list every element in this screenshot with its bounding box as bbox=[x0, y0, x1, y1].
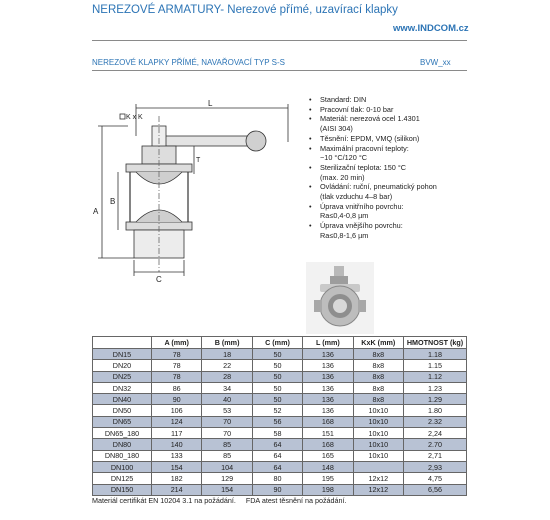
table-row bbox=[93, 484, 467, 495]
table-cell: 2,71 bbox=[404, 450, 467, 461]
table-row bbox=[93, 349, 467, 360]
table-cell: 136 bbox=[303, 382, 353, 393]
table-cell: 12x12 bbox=[353, 484, 403, 495]
table-cell: 10x10 bbox=[353, 428, 403, 439]
table-cell: 50 bbox=[252, 394, 302, 405]
l-label: L bbox=[208, 99, 213, 108]
table-cell: 50 bbox=[252, 382, 302, 393]
table-cell: 34 bbox=[202, 382, 252, 393]
table-cell: 78 bbox=[152, 360, 202, 371]
table-cell: 136 bbox=[303, 405, 353, 416]
table-cell: 53 bbox=[202, 405, 252, 416]
valve-product-photo bbox=[306, 262, 374, 334]
column-header: L (mm) bbox=[303, 337, 353, 349]
table-cell: 50 bbox=[252, 360, 302, 371]
table-cell: 129 bbox=[202, 473, 252, 484]
column-header: HMOTNOST (kg) bbox=[404, 337, 467, 349]
specifications-list bbox=[309, 95, 519, 241]
table-cell: 104 bbox=[202, 461, 252, 472]
table-cell: 4,75 bbox=[404, 473, 467, 484]
spec-item: • Úprava vnějšího povrchu: Ra≤0,8-1,6 µm bbox=[309, 221, 519, 240]
table-cell: 28 bbox=[202, 371, 252, 382]
table-cell: 86 bbox=[152, 382, 202, 393]
row-label-cell: DN20 bbox=[93, 360, 152, 371]
table-cell: 214 bbox=[152, 484, 202, 495]
spec-item: • Úprava vnitřního povrchu: Ra≤0,4-0,8 µm bbox=[309, 202, 519, 221]
table-cell: 124 bbox=[152, 416, 202, 427]
table-row bbox=[93, 461, 467, 472]
spec-item: • Ovládání: ruční, pneumatický pohon (tlak vzduchu 4–8 bar) bbox=[309, 182, 519, 201]
table-cell: 70 bbox=[202, 416, 252, 427]
table-cell: 56 bbox=[252, 416, 302, 427]
table-cell: 58 bbox=[252, 428, 302, 439]
row-label-cell: DN100 bbox=[93, 461, 152, 472]
column-header: KxK (mm) bbox=[353, 337, 403, 349]
table-cell: 8x8 bbox=[353, 360, 403, 371]
table-cell: 40 bbox=[202, 394, 252, 405]
table-cell: 8x8 bbox=[353, 394, 403, 405]
table-cell: 117 bbox=[152, 428, 202, 439]
fda-note: FDA atest těsnění na požádání. bbox=[245, 496, 347, 505]
table-cell: 80 bbox=[252, 473, 302, 484]
subtitle-divider bbox=[92, 70, 467, 71]
table-cell: 70 bbox=[202, 428, 252, 439]
valve-technical-drawing bbox=[88, 96, 293, 286]
table-cell: 10x10 bbox=[353, 450, 403, 461]
table-cell: 168 bbox=[303, 416, 353, 427]
table-cell: 1.18 bbox=[404, 349, 467, 360]
row-label-cell: DN65 bbox=[93, 416, 152, 427]
table-row bbox=[93, 473, 467, 484]
column-header bbox=[93, 337, 152, 349]
header-divider bbox=[92, 40, 467, 41]
t-label: T bbox=[196, 157, 201, 164]
table-row bbox=[93, 405, 467, 416]
table-cell: 106 bbox=[152, 405, 202, 416]
table-cell: 2,93 bbox=[404, 461, 467, 472]
table-cell: 8x8 bbox=[353, 371, 403, 382]
table-row bbox=[93, 439, 467, 450]
table-header-row bbox=[93, 337, 467, 349]
row-label-cell: DN80 bbox=[93, 439, 152, 450]
table-cell: 78 bbox=[152, 349, 202, 360]
table-cell: 22 bbox=[202, 360, 252, 371]
table-cell: 64 bbox=[252, 450, 302, 461]
table-cell: 1.12 bbox=[404, 371, 467, 382]
table-row bbox=[93, 360, 467, 371]
table-cell: 50 bbox=[252, 371, 302, 382]
table-cell: 10x10 bbox=[353, 416, 403, 427]
table-cell: 154 bbox=[202, 484, 252, 495]
table-cell: 10x10 bbox=[353, 405, 403, 416]
table-cell: 1.80 bbox=[404, 405, 467, 416]
table-cell: 50 bbox=[252, 349, 302, 360]
page-title: NEREZOVÉ ARMATURY- Nerezové přímé, uzavírací klapky bbox=[92, 4, 398, 16]
table-cell: 136 bbox=[303, 371, 353, 382]
row-label-cell: DN80_180 bbox=[93, 450, 152, 461]
dimensions-table bbox=[92, 336, 467, 496]
table-row bbox=[93, 394, 467, 405]
table-cell: 10x10 bbox=[353, 439, 403, 450]
table-cell: 148 bbox=[303, 461, 353, 472]
row-label-cell: DN25 bbox=[93, 371, 152, 382]
certificate-note: Materiál certifikát EN 10204 3.1 na požádání. bbox=[92, 496, 236, 505]
row-label-cell: DN15 bbox=[93, 349, 152, 360]
table-body bbox=[93, 349, 467, 496]
table-row bbox=[93, 428, 467, 439]
table-cell bbox=[353, 461, 403, 472]
row-label-cell: DN50 bbox=[93, 405, 152, 416]
spec-item: • Sterilizační teplota: 150 °C (max. 20 min) bbox=[309, 163, 519, 182]
table-cell: 136 bbox=[303, 360, 353, 371]
table-cell: 90 bbox=[152, 394, 202, 405]
spec-item: • Maximální pracovní teploty: −10 °C/120 °C bbox=[309, 144, 519, 163]
table-cell: 133 bbox=[152, 450, 202, 461]
website-link[interactable]: www.INDCOM.cz bbox=[393, 23, 469, 34]
table-cell: 64 bbox=[252, 439, 302, 450]
table-cell: 8x8 bbox=[353, 382, 403, 393]
table-cell: 2.70 bbox=[404, 439, 467, 450]
a-label: A bbox=[93, 207, 99, 216]
table-cell: 195 bbox=[303, 473, 353, 484]
table-cell: 52 bbox=[252, 405, 302, 416]
table-cell: 90 bbox=[252, 484, 302, 495]
table-row bbox=[93, 371, 467, 382]
table-cell: 2.32 bbox=[404, 416, 467, 427]
kxk-label: K x K bbox=[126, 114, 143, 121]
table-cell: 136 bbox=[303, 394, 353, 405]
table-cell: 78 bbox=[152, 371, 202, 382]
spec-item: • Standard: DIN bbox=[309, 95, 519, 105]
row-label-cell: DN150 bbox=[93, 484, 152, 495]
table-cell: 165 bbox=[303, 450, 353, 461]
column-header: B (mm) bbox=[202, 337, 252, 349]
column-header: C (mm) bbox=[252, 337, 302, 349]
table-cell: 8x8 bbox=[353, 349, 403, 360]
table-cell: 18 bbox=[202, 349, 252, 360]
spec-item: • Materiál: nerezová ocel 1.4301 (AISI 304) bbox=[309, 114, 519, 133]
table-cell: 151 bbox=[303, 428, 353, 439]
table-cell: 85 bbox=[202, 439, 252, 450]
table-cell: 1.23 bbox=[404, 382, 467, 393]
table-cell: 198 bbox=[303, 484, 353, 495]
table-cell: 85 bbox=[202, 450, 252, 461]
table-cell: 136 bbox=[303, 349, 353, 360]
b-label: B bbox=[110, 197, 116, 206]
row-label-cell: DN40 bbox=[93, 394, 152, 405]
row-label-cell: DN32 bbox=[93, 382, 152, 393]
spec-item: • Těsnění: EPDM, VMQ (silikon) bbox=[309, 134, 519, 144]
c-label: C bbox=[156, 275, 162, 284]
column-header: A (mm) bbox=[152, 337, 202, 349]
product-code: BVW_xx bbox=[420, 58, 451, 67]
table-row bbox=[93, 416, 467, 427]
spec-item: • Pracovní tlak: 0-10 bar bbox=[309, 105, 519, 115]
row-label-cell: DN125 bbox=[93, 473, 152, 484]
table-row bbox=[93, 382, 467, 393]
table-cell: 140 bbox=[152, 439, 202, 450]
table-cell: 64 bbox=[252, 461, 302, 472]
table-cell: 168 bbox=[303, 439, 353, 450]
table-cell: 154 bbox=[152, 461, 202, 472]
table-cell: 2,24 bbox=[404, 428, 467, 439]
table-cell: 12x12 bbox=[353, 473, 403, 484]
product-subtitle: NEREZOVÉ KLAPKY PŘÍMÉ, NAVAŘOVACÍ TYP S-S bbox=[92, 58, 285, 67]
row-label-cell: DN65_180 bbox=[93, 428, 152, 439]
footer-notes bbox=[92, 496, 355, 505]
table-cell: 1.29 bbox=[404, 394, 467, 405]
table-cell: 182 bbox=[152, 473, 202, 484]
table-cell: 6,56 bbox=[404, 484, 467, 495]
table-cell: 1.15 bbox=[404, 360, 467, 371]
table-row bbox=[93, 450, 467, 461]
